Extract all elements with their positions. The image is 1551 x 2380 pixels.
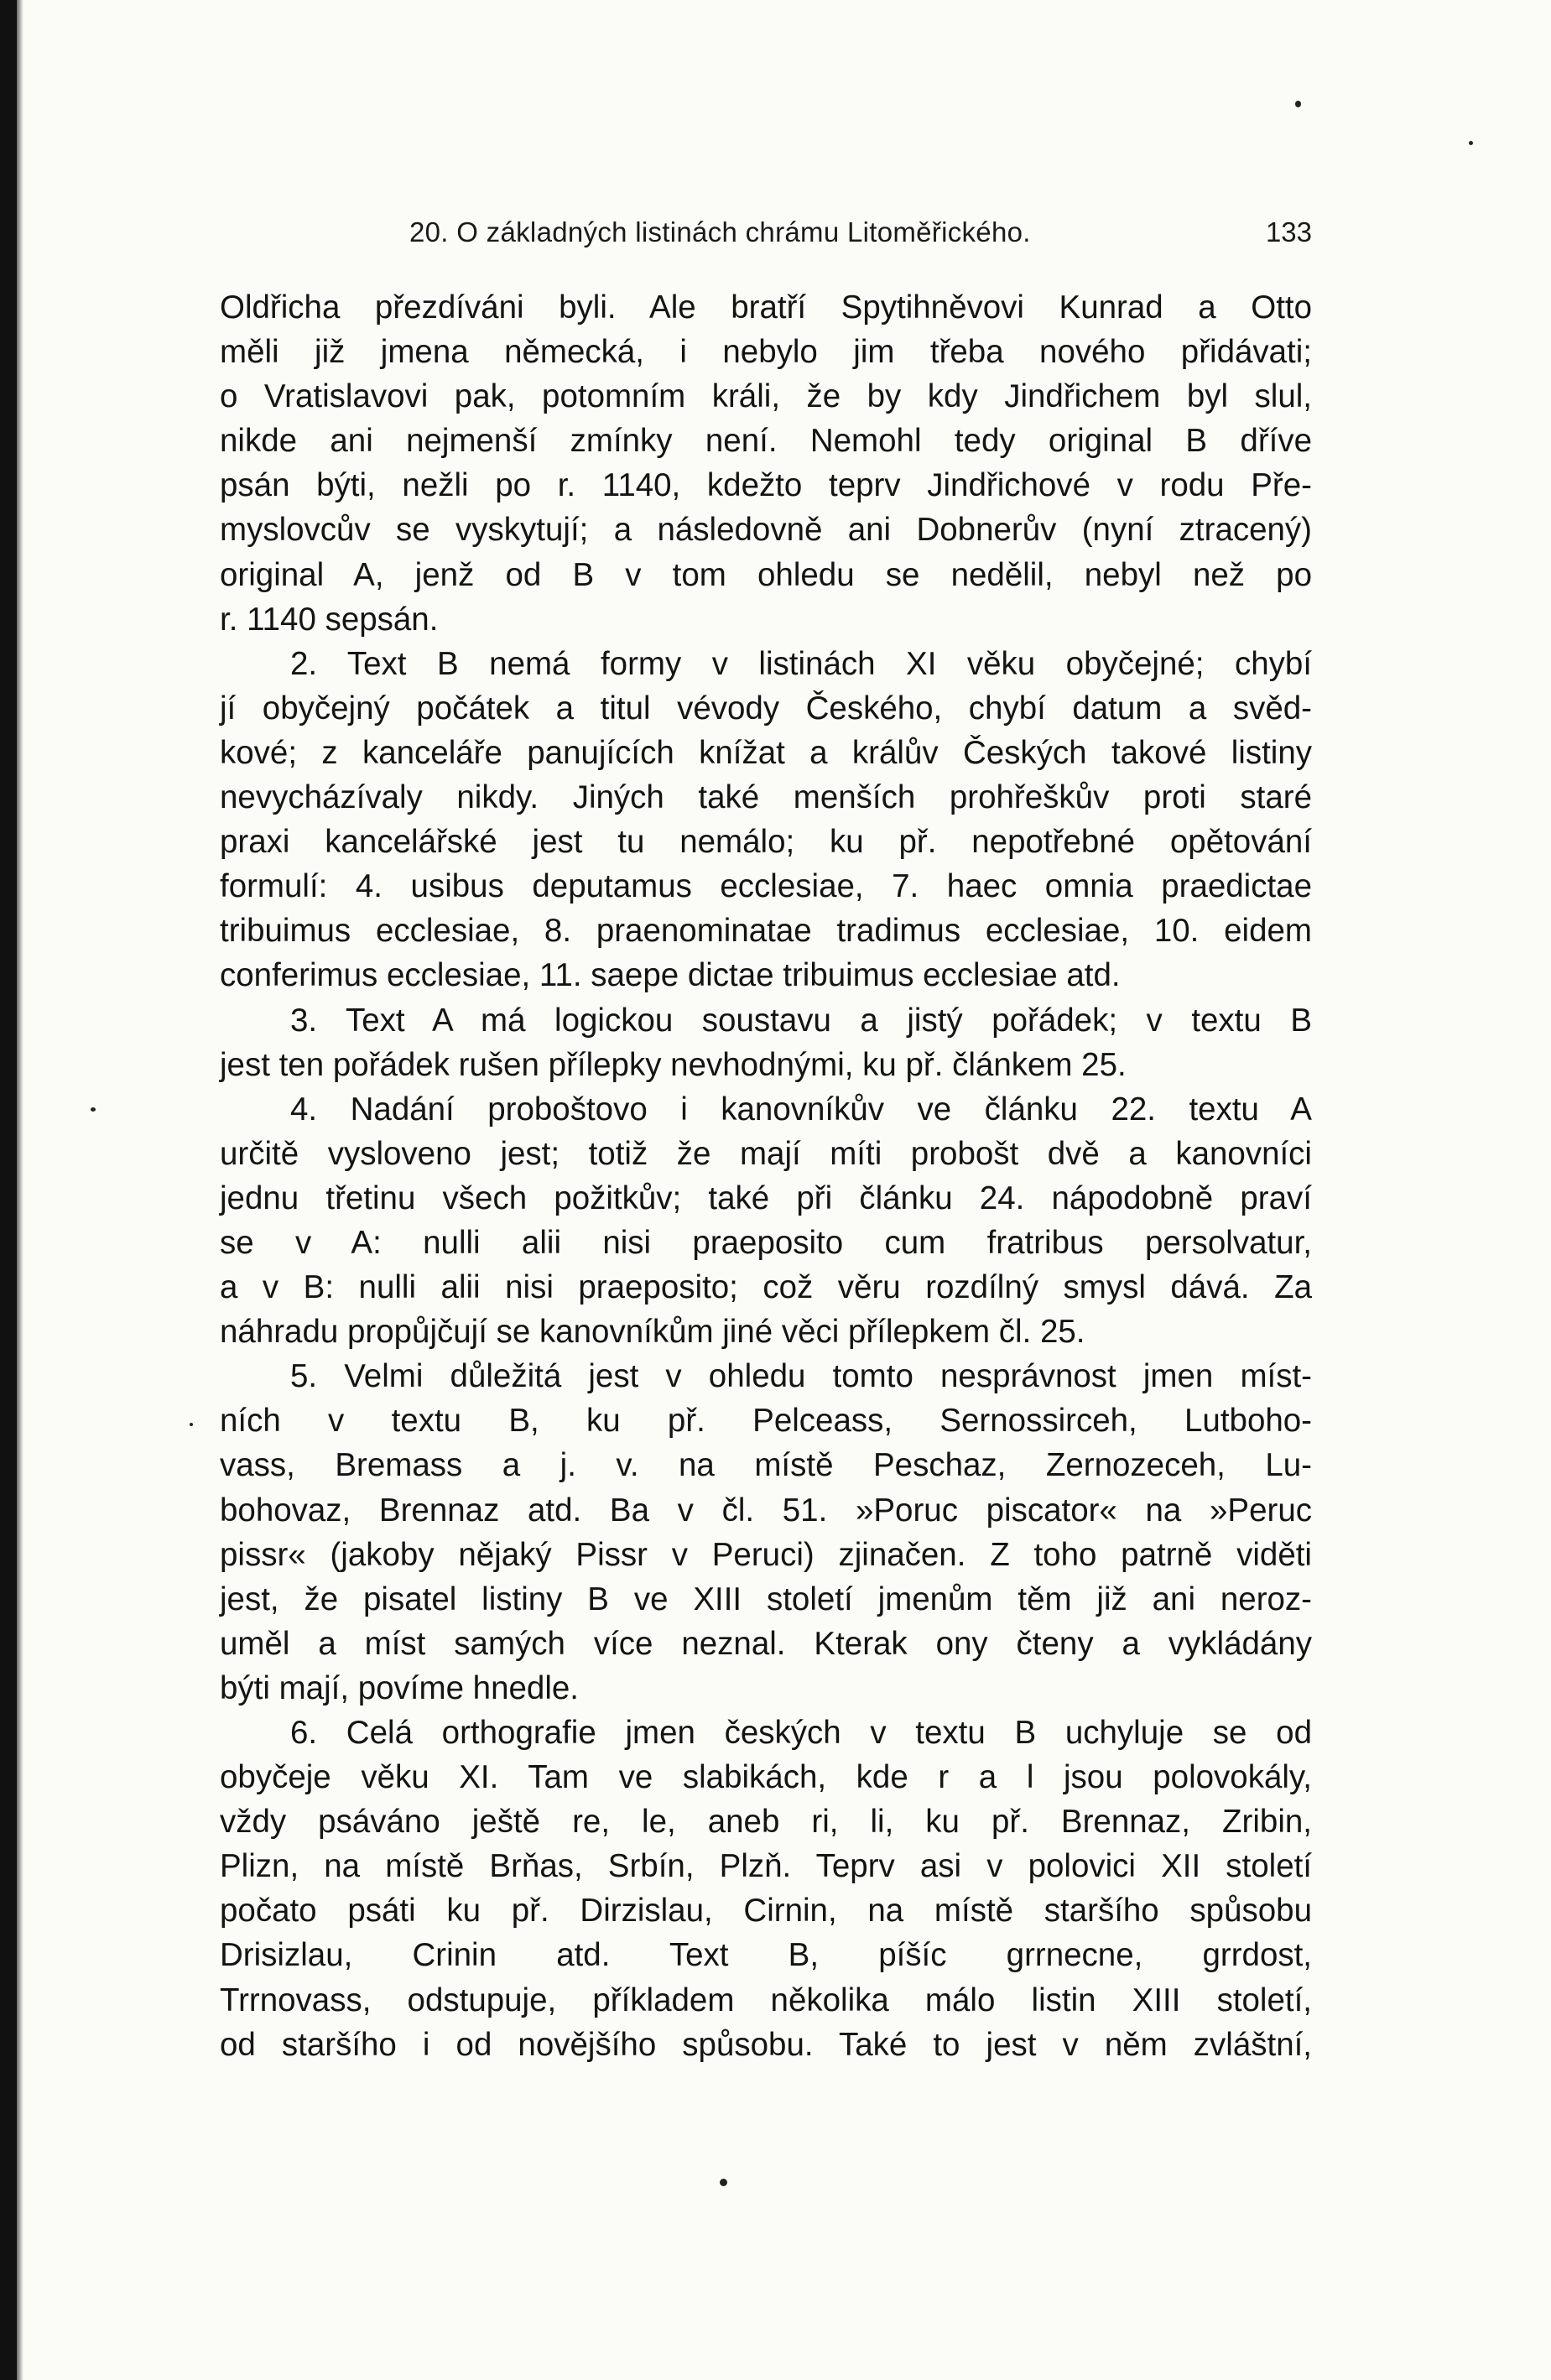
- text-line: r. 1140 sepsán.: [220, 601, 439, 638]
- binding-shadow: [17, 0, 23, 2380]
- running-title: 20. O základných listinách chrámu Litoměřického.: [409, 216, 1031, 247]
- text-line: nikde ani nejmenší zmínky není. Nemohl tedy original B dříve: [220, 423, 1312, 460]
- text-line: určitě vysloveno jest; totiž že mají míti probošt dvě a kanovníci: [220, 1135, 1312, 1172]
- text-line: jest, že pisatel listiny B ve XIII století jmenům těm již ani neroz-: [220, 1581, 1312, 1617]
- text-line: obyčeje věku XI. Tam ve slabikách, kde r a l jsou polovokály,: [220, 1759, 1312, 1796]
- scan-speck: [1469, 141, 1473, 145]
- text-line: se v A: nulli alii nisi praeposito cum fratribus persolvatur,: [220, 1224, 1312, 1261]
- text-line: Oldřicha přezdíváni byli. Ale bratří Spytihněvovi Kunrad a Otto: [220, 289, 1312, 325]
- text-line: 4. Nadání proboštovo i kanovníkův ve článku 22. textu A: [290, 1091, 1312, 1128]
- text-line: pissr« (jakoby nějaký Pissr v Peruci) zjinačen. Z toho patrně viděti: [220, 1536, 1312, 1573]
- text-line: original A, jenž od B v tom ohledu se nedělil, nebyl než po: [220, 556, 1312, 593]
- text-line: kové; z kanceláře panujících knížat a králův Českých takové listiny: [220, 734, 1312, 771]
- scan-speck: [1295, 101, 1301, 107]
- text-line: a v B: nulli alii nisi praeposito; což věru rozdílný smysl dává. Za: [220, 1269, 1312, 1306]
- text-line: měli již jmena německá, i nebylo jim třeba nového přidávati;: [220, 334, 1312, 371]
- text-line: jí obyčejný počátek a titul vévody Českého, chybí datum a svěd-: [220, 690, 1312, 726]
- page-number: 133: [1265, 216, 1312, 247]
- text-line: o Vratislavovi pak, potomním králi, že by kdy Jindřichem byl slul,: [220, 378, 1312, 415]
- text-line: býti mají, povíme hnedle.: [220, 1669, 579, 1706]
- text-line: 3. Text A má logickou soustavu a jistý pořádek; v textu B: [290, 1002, 1312, 1039]
- body-text: [220, 285, 1312, 2067]
- text-line: od staršího i od novějšího spůsobu. Také to jest v něm zvláštní,: [220, 2026, 1312, 2063]
- text-line: 2. Text B nemá formy v listinách XI věku obyčejné; chybí: [290, 645, 1312, 682]
- text-line: 6. Celá orthografie jmen českých v textu B uchyluje se od: [290, 1715, 1312, 1751]
- text-line: vždy psáváno ještě re, le, aneb ri, li, ku př. Brennaz, Zribin,: [220, 1804, 1312, 1841]
- text-line: Plizn, na místě Brňas, Srbín, Plzň. Teprv asi v polovici XII století: [220, 1848, 1312, 1885]
- text-line: vass, Bremass a j. v. na místě Peschaz, Zernozeceh, Lu-: [220, 1447, 1312, 1484]
- scan-speck: [190, 1423, 193, 1426]
- text-line: bohovaz, Brennaz atd. Ba v čl. 51. »Poruc piscator« na »Peruc: [220, 1492, 1312, 1529]
- text-line: Trrnovass, odstupuje, příkladem několika málo listin XIII století,: [220, 1982, 1312, 2018]
- text-line: 5. Velmi důležitá jest v ohledu tomto nesprávnost jmen míst-: [290, 1358, 1312, 1395]
- text-line: nevycházívaly nikdy. Jiných také menších prohřeškův proti staré: [220, 779, 1312, 816]
- text-line: Drisizlau, Crinin atd. Text B, píšíc grrnecne, grrdost,: [220, 1937, 1312, 1974]
- scan-speck: [91, 1107, 96, 1112]
- text-line: conferimus ecclesiae, 11. saepe dictae tribuimus ecclesiae atd.: [220, 957, 1121, 994]
- text-line: praxi kancelářské jest tu nemálo; ku př. nepotřebné opětování: [220, 824, 1312, 861]
- text-line: myslovcův se vyskytují; a následovně ani Dobnerův (nyní ztracený): [220, 512, 1312, 549]
- text-line: uměl a míst samých více neznal. Kterak ony čteny a vykládány: [220, 1625, 1312, 1662]
- scan-speck: [720, 2179, 727, 2186]
- text-line: psán býti, nežli po r. 1140, kdežto teprv Jindřichové v rodu Pře-: [220, 467, 1312, 504]
- text-line: jest ten pořádek rušen přílepky nevhodnými, ku př. článkem 25.: [220, 1046, 1127, 1083]
- text-line: jednu třetinu všech požitkův; také při článku 24. nápodobně praví: [220, 1180, 1312, 1216]
- text-line: tribuimus ecclesiae, 8. praenominatae tradimus ecclesiae, 10. eidem: [220, 913, 1312, 950]
- text-line: náhradu propůjčují se kanovníkům jiné věci přílepkem čl. 25.: [220, 1314, 1085, 1351]
- binding-edge: [0, 0, 17, 2380]
- text-line: ních v textu B, ku př. Pelceass, Sernossirceh, Lutboho-: [220, 1403, 1312, 1440]
- text-line: formulí: 4. usibus deputamus ecclesiae, 7. haec omnia praedictae: [220, 868, 1312, 905]
- page-header: [409, 216, 1312, 257]
- text-line: počato psáti ku př. Dirzislau, Cirnin, na místě staršího spůsobu: [220, 1893, 1312, 1930]
